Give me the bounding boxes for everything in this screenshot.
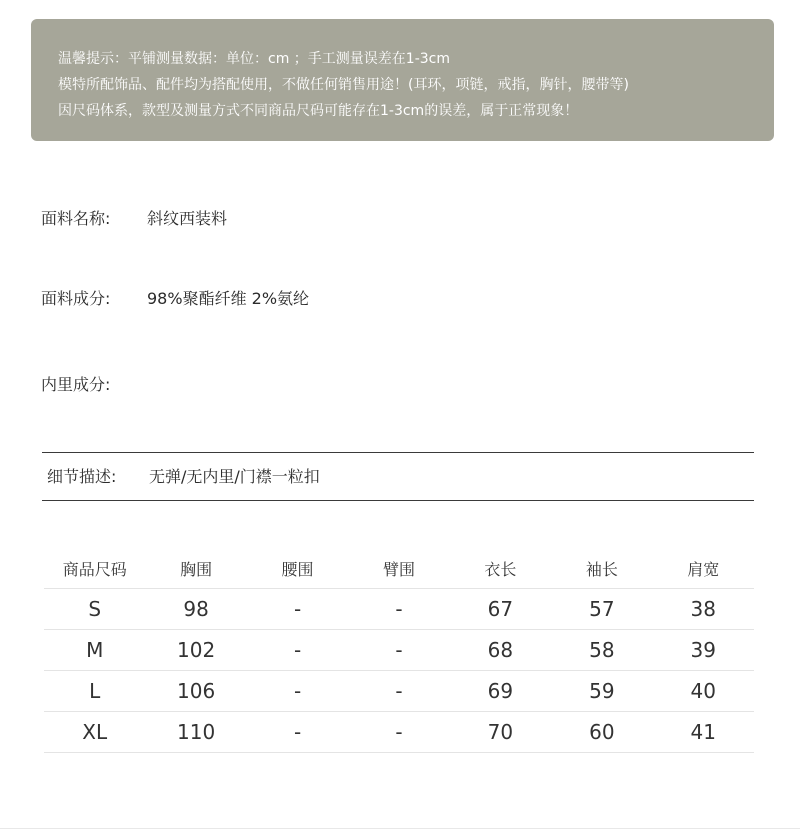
table-row <box>44 671 754 712</box>
details-value: 无弹/无内里/门襟一粒扣 <box>149 467 320 486</box>
header-chest: 胸围 <box>180 559 213 579</box>
details-top-divider <box>42 452 754 453</box>
cell-sleeve: 60 <box>551 712 652 753</box>
cell-waist: - <box>247 671 348 712</box>
cell-waist: - <box>247 630 348 671</box>
cell-arm: - <box>348 712 449 753</box>
lining-composition-label: 内里成分: <box>41 375 111 394</box>
fabric-composition-value: 98%聚酯纤维 2%氨纶 <box>147 289 310 308</box>
header-sleeve: 袖长 <box>585 559 618 579</box>
fabric-composition-label: 面料成分: <box>41 289 111 308</box>
cell-arm: - <box>348 589 449 630</box>
table-row <box>44 589 754 630</box>
header-size: 商品尺码 <box>62 559 127 579</box>
cell-size: S <box>44 589 145 630</box>
cell-length: 70 <box>450 712 551 753</box>
cell-size: M <box>44 630 145 671</box>
cell-shoulder: 40 <box>653 671 754 712</box>
details-row <box>47 464 320 487</box>
cell-length: 68 <box>450 630 551 671</box>
cell-shoulder: 41 <box>653 712 754 753</box>
fabric-name-label: 面料名称: <box>41 209 111 228</box>
cell-shoulder: 38 <box>653 589 754 630</box>
details-bottom-divider <box>42 500 754 501</box>
fabric-name-row <box>41 206 227 229</box>
cell-sleeve: 57 <box>551 589 652 630</box>
notice-line-1: 温馨提示：平铺测量数据：单位：cm ；手工测量误差在1-3cm <box>58 51 450 67</box>
cell-arm: - <box>348 671 449 712</box>
notice-line-3: 因尺码体系，款型及测量方式不同商品尺码可能存在1-3cm的误差，属于正常现象！ <box>58 103 579 119</box>
header-shoulder: 肩宽 <box>687 559 720 579</box>
fabric-composition-row <box>41 286 309 309</box>
bottom-divider <box>0 828 800 829</box>
cell-chest: 110 <box>145 712 246 753</box>
cell-length: 69 <box>450 671 551 712</box>
cell-arm: - <box>348 630 449 671</box>
cell-shoulder: 39 <box>653 630 754 671</box>
cell-chest: 106 <box>145 671 246 712</box>
notice-line-2: 模特所配饰品、配件均为搭配使用，不做任何销售用途！(耳环，项链，戒指，胸针，腰带等) <box>58 77 629 93</box>
size-chart-table <box>44 548 754 753</box>
header-arm: 臂围 <box>382 559 415 579</box>
fabric-name-value: 斜纹西装料 <box>147 209 228 228</box>
cell-size: XL <box>44 712 145 753</box>
table-row <box>44 630 754 671</box>
cell-waist: - <box>247 712 348 753</box>
size-chart-header-row <box>44 548 754 589</box>
details-label: 细节描述: <box>47 467 117 486</box>
cell-waist: - <box>247 589 348 630</box>
cell-length: 67 <box>450 589 551 630</box>
cell-sleeve: 59 <box>551 671 652 712</box>
table-row <box>44 712 754 753</box>
header-waist: 腰围 <box>281 559 314 579</box>
header-length: 衣长 <box>484 559 517 579</box>
cell-sleeve: 58 <box>551 630 652 671</box>
lining-composition-row <box>41 372 147 395</box>
cell-size: L <box>44 671 145 712</box>
cell-chest: 102 <box>145 630 246 671</box>
cell-chest: 98 <box>145 589 246 630</box>
notice-banner <box>31 19 774 141</box>
